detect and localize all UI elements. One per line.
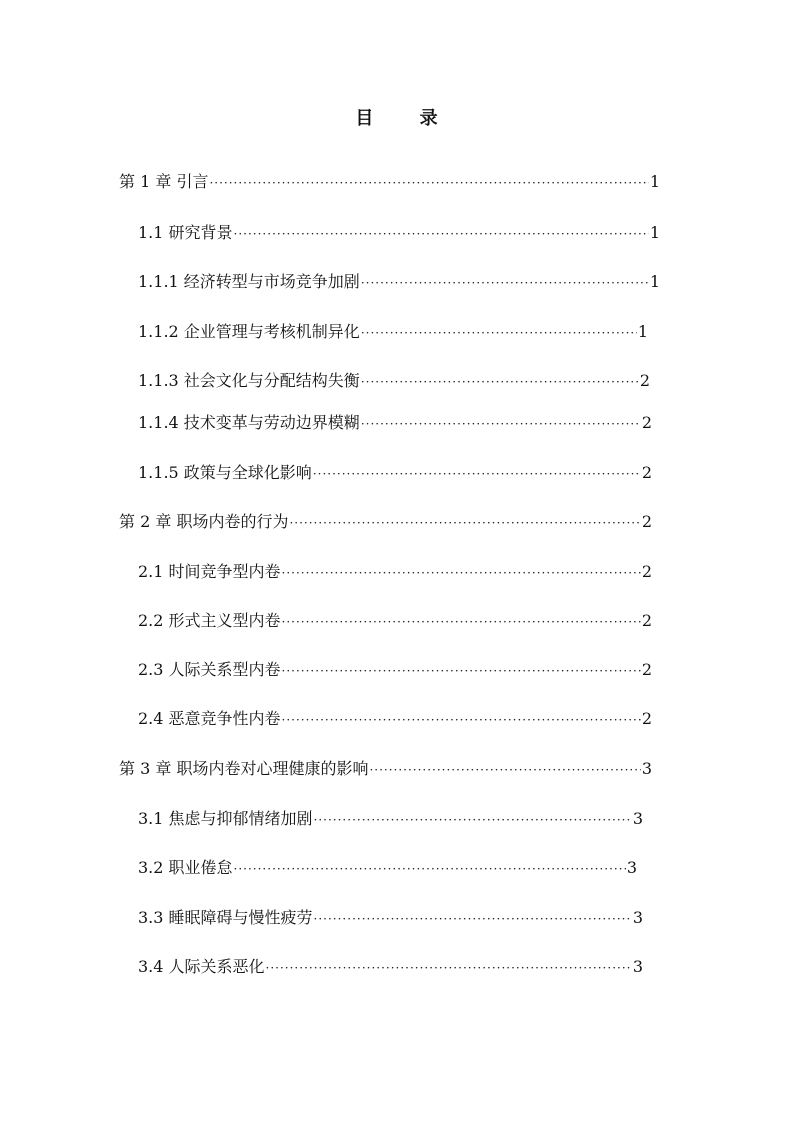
toc-dot-leader <box>282 610 641 634</box>
toc-dot-leader <box>282 659 641 683</box>
toc-dot-leader <box>313 462 641 486</box>
toc-entry-page: 2 <box>641 512 652 531</box>
toc-entry-page: 3 <box>632 809 643 828</box>
toc-title: 目 录 <box>355 108 458 129</box>
toc-dot-leader <box>282 561 641 585</box>
toc-entry-1-1-4[interactable] <box>138 411 652 435</box>
toc-entry-label: 3.1 焦虑与抑郁情绪加剧 <box>138 809 313 828</box>
toc-entry-1-1[interactable] <box>138 221 660 245</box>
toc-entry-page: 2 <box>641 413 652 432</box>
toc-dot-leader <box>234 222 649 246</box>
toc-dot-leader <box>266 956 632 980</box>
toc-dot-leader <box>282 708 641 732</box>
toc-entry-ch2[interactable] <box>119 510 652 534</box>
toc-dot-leader <box>361 412 641 436</box>
toc-entry-page: 1 <box>649 172 660 191</box>
toc-entry-page: 2 <box>641 660 652 679</box>
toc-entry-3-1[interactable] <box>138 807 643 831</box>
toc-entry-1-1-2[interactable] <box>138 320 648 344</box>
toc-entry-label: 1.1.3 社会文化与分配结构失衡 <box>138 371 360 390</box>
toc-entry-label: 2.1 时间竞争型内卷 <box>138 562 281 581</box>
toc-entry-3-2[interactable] <box>138 856 637 880</box>
toc-entry-2-3[interactable] <box>138 658 652 682</box>
toc-entry-page: 3 <box>632 957 643 976</box>
toc-entry-label: 第 1 章 引言 <box>119 172 209 191</box>
toc-entry-page: 3 <box>641 759 652 778</box>
toc-dot-leader <box>369 758 640 782</box>
toc-entry-label: 1.1.5 政策与全球化影响 <box>138 463 312 482</box>
toc-dot-leader <box>314 907 632 931</box>
toc-entry-label: 1.1.2 企业管理与考核机制异化 <box>138 322 360 341</box>
toc-entry-1-1-1[interactable] <box>138 270 660 294</box>
toc-entry-label: 1.1.1 经济转型与市场竞争加剧 <box>138 272 360 291</box>
toc-entry-2-2[interactable] <box>138 609 652 633</box>
toc-entry-label: 3.4 人际关系恶化 <box>138 957 265 976</box>
toc-entry-label: 2.3 人际关系型内卷 <box>138 660 281 679</box>
toc-entry-page: 2 <box>641 709 652 728</box>
toc-entry-3-4[interactable] <box>138 955 643 979</box>
toc-dot-leader <box>234 857 626 881</box>
toc-entry-label: 第 3 章 职场内卷对心理健康的影响 <box>119 759 369 778</box>
toc-entry-label: 第 2 章 职场内卷的行为 <box>119 512 289 531</box>
toc-dot-leader <box>361 271 649 295</box>
toc-entry-2-1[interactable] <box>138 560 652 584</box>
toc-entry-ch3[interactable] <box>119 757 652 781</box>
toc-entry-2-4[interactable] <box>138 707 652 731</box>
toc-dot-leader <box>314 808 632 832</box>
toc-entry-page: 3 <box>632 908 643 927</box>
toc-entry-page: 2 <box>639 371 650 390</box>
toc-entry-page: 1 <box>649 223 660 242</box>
toc-entry-label: 3.3 睡眠障碍与慢性疲劳 <box>138 908 313 927</box>
toc-entry-ch1[interactable] <box>119 170 660 194</box>
toc-entry-label: 1.1 研究背景 <box>138 223 233 242</box>
toc-entry-label: 3.2 职业倦怠 <box>138 858 233 877</box>
toc-entry-page: 2 <box>641 611 652 630</box>
toc-dot-leader <box>289 511 640 535</box>
toc-entry-page: 1 <box>649 272 660 291</box>
toc-dot-leader <box>209 171 648 195</box>
toc-entry-page: 3 <box>626 858 637 877</box>
toc-entry-page: 2 <box>641 562 652 581</box>
toc-entry-page: 1 <box>637 322 648 341</box>
toc-entry-label: 2.4 恶意竞争性内卷 <box>138 709 281 728</box>
toc-entry-1-1-3[interactable] <box>138 369 650 393</box>
toc-dot-leader <box>361 370 639 394</box>
toc-entry-page: 2 <box>641 463 652 482</box>
toc-entry-3-3[interactable] <box>138 906 643 930</box>
toc-dot-leader <box>361 321 637 345</box>
toc-entry-label: 1.1.4 技术变革与劳动边界模糊 <box>138 413 360 432</box>
toc-entry-1-1-5[interactable] <box>138 461 652 485</box>
toc-entry-label: 2.2 形式主义型内卷 <box>138 611 281 630</box>
